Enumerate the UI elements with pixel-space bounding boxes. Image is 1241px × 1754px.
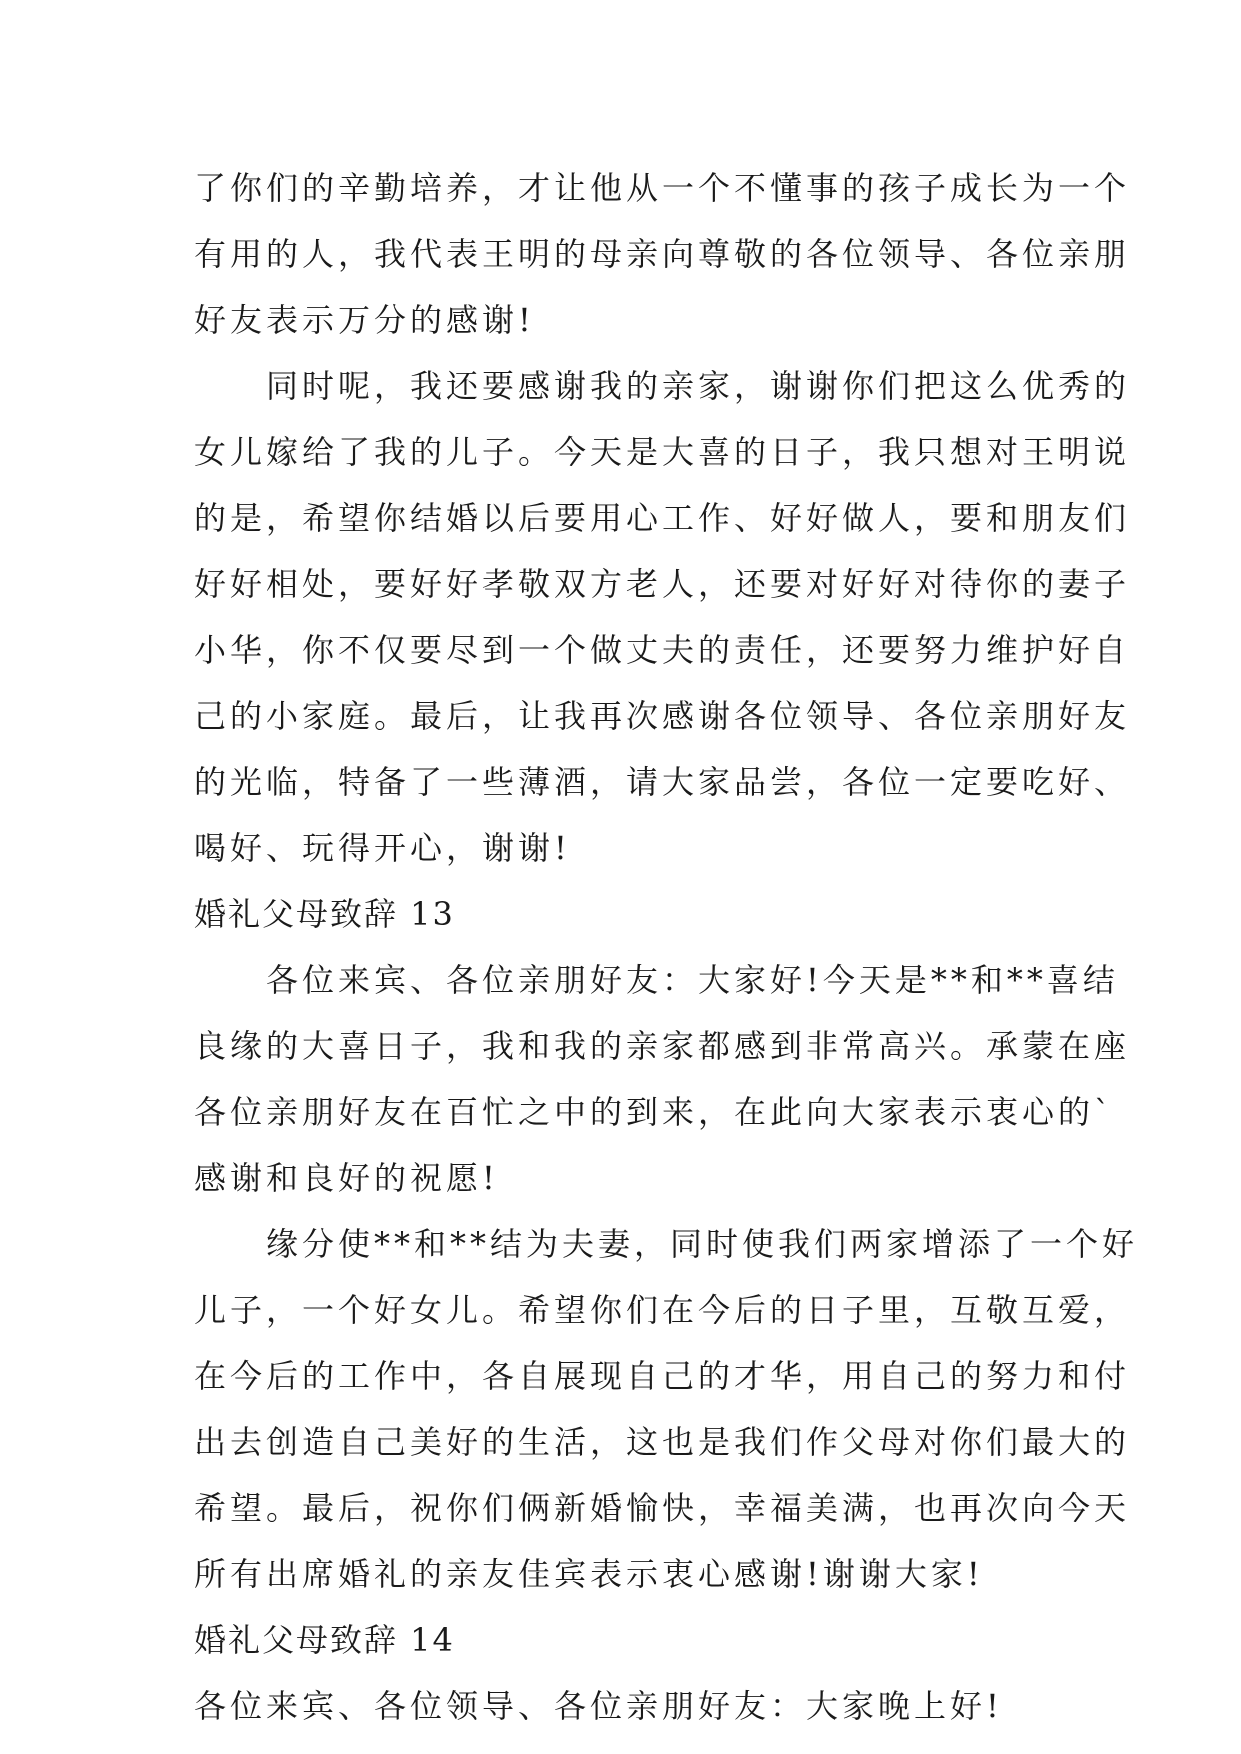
text-line: 女儿嫁给了我的儿子。今天是大喜的日子，我只想对王明说 xyxy=(194,433,1131,471)
text-line: 各位亲朋好友在百忙之中的到来，在此向大家表示衷心的` xyxy=(194,1093,1115,1131)
text-line: 好友表示万分的感谢! xyxy=(194,301,535,339)
text-line: 缘分使**和**结为夫妻，同时使我们两家增添了一个好 xyxy=(194,1225,1139,1263)
text-line: 在今后的工作中，各自展现自己的才华，用自己的努力和付 xyxy=(194,1357,1131,1395)
text-line: 各位来宾、各位领导、各位亲朋好友：大家晚上好! xyxy=(194,1687,1003,1725)
text-line: 良缘的大喜日子，我和我的亲家都感到非常高兴。承蒙在座 xyxy=(194,1027,1131,1065)
section-heading-13: 婚礼父母致辞 13 xyxy=(194,895,455,933)
text-line: 所有出席婚礼的亲友佳宾表示衷心感谢!谢谢大家! xyxy=(194,1555,984,1593)
paragraph-4 xyxy=(194,1211,1139,1607)
text-line: 己的小家庭。最后，让我再次感谢各位领导、各位亲朋好友 xyxy=(194,697,1131,735)
paragraph-3 xyxy=(194,947,1131,1211)
text-line: 各位来宾、各位亲朋好友：大家好!今天是**和**喜结 xyxy=(194,961,1119,999)
text-line: 出去创造自己美好的生活，这也是我们作父母对你们最大的 xyxy=(194,1423,1131,1461)
text-line: 希望。最后，祝你们俩新婚愉快，幸福美满，也再次向今天 xyxy=(194,1489,1131,1527)
text-line: 喝好、玩得开心，谢谢! xyxy=(194,829,571,867)
document-body xyxy=(194,155,1139,1739)
text-line: 了你们的辛勤培养，才让他从一个不懂事的孩子成长为一个 xyxy=(194,169,1131,207)
text-line: 感谢和良好的祝愿! xyxy=(194,1159,499,1197)
text-line: 的光临，特备了一些薄酒，请大家品尝，各位一定要吃好、 xyxy=(194,763,1131,801)
paragraph-1 xyxy=(194,155,1131,353)
text-line: 好好相处，要好好孝敬双方老人，还要对好好对待你的妻子 xyxy=(194,565,1131,603)
section-heading-14: 婚礼父母致辞 14 xyxy=(194,1621,455,1659)
paragraph-2 xyxy=(194,353,1131,881)
text-line: 小华，你不仅要尽到一个做丈夫的责任，还要努力维护好自 xyxy=(194,631,1131,669)
text-line: 的是，希望你结婚以后要用心工作、好好做人，要和朋友们 xyxy=(194,499,1131,537)
paragraph-5 xyxy=(194,1673,1074,1739)
text-line: 儿子，一个好女儿。希望你们在今后的日子里，互敬互爱， xyxy=(194,1291,1131,1329)
text-line: 有用的人，我代表王明的母亲向尊敬的各位领导、各位亲朋 xyxy=(194,235,1131,273)
text-line: 同时呢，我还要感谢我的亲家，谢谢你们把这么优秀的 xyxy=(194,367,1131,405)
